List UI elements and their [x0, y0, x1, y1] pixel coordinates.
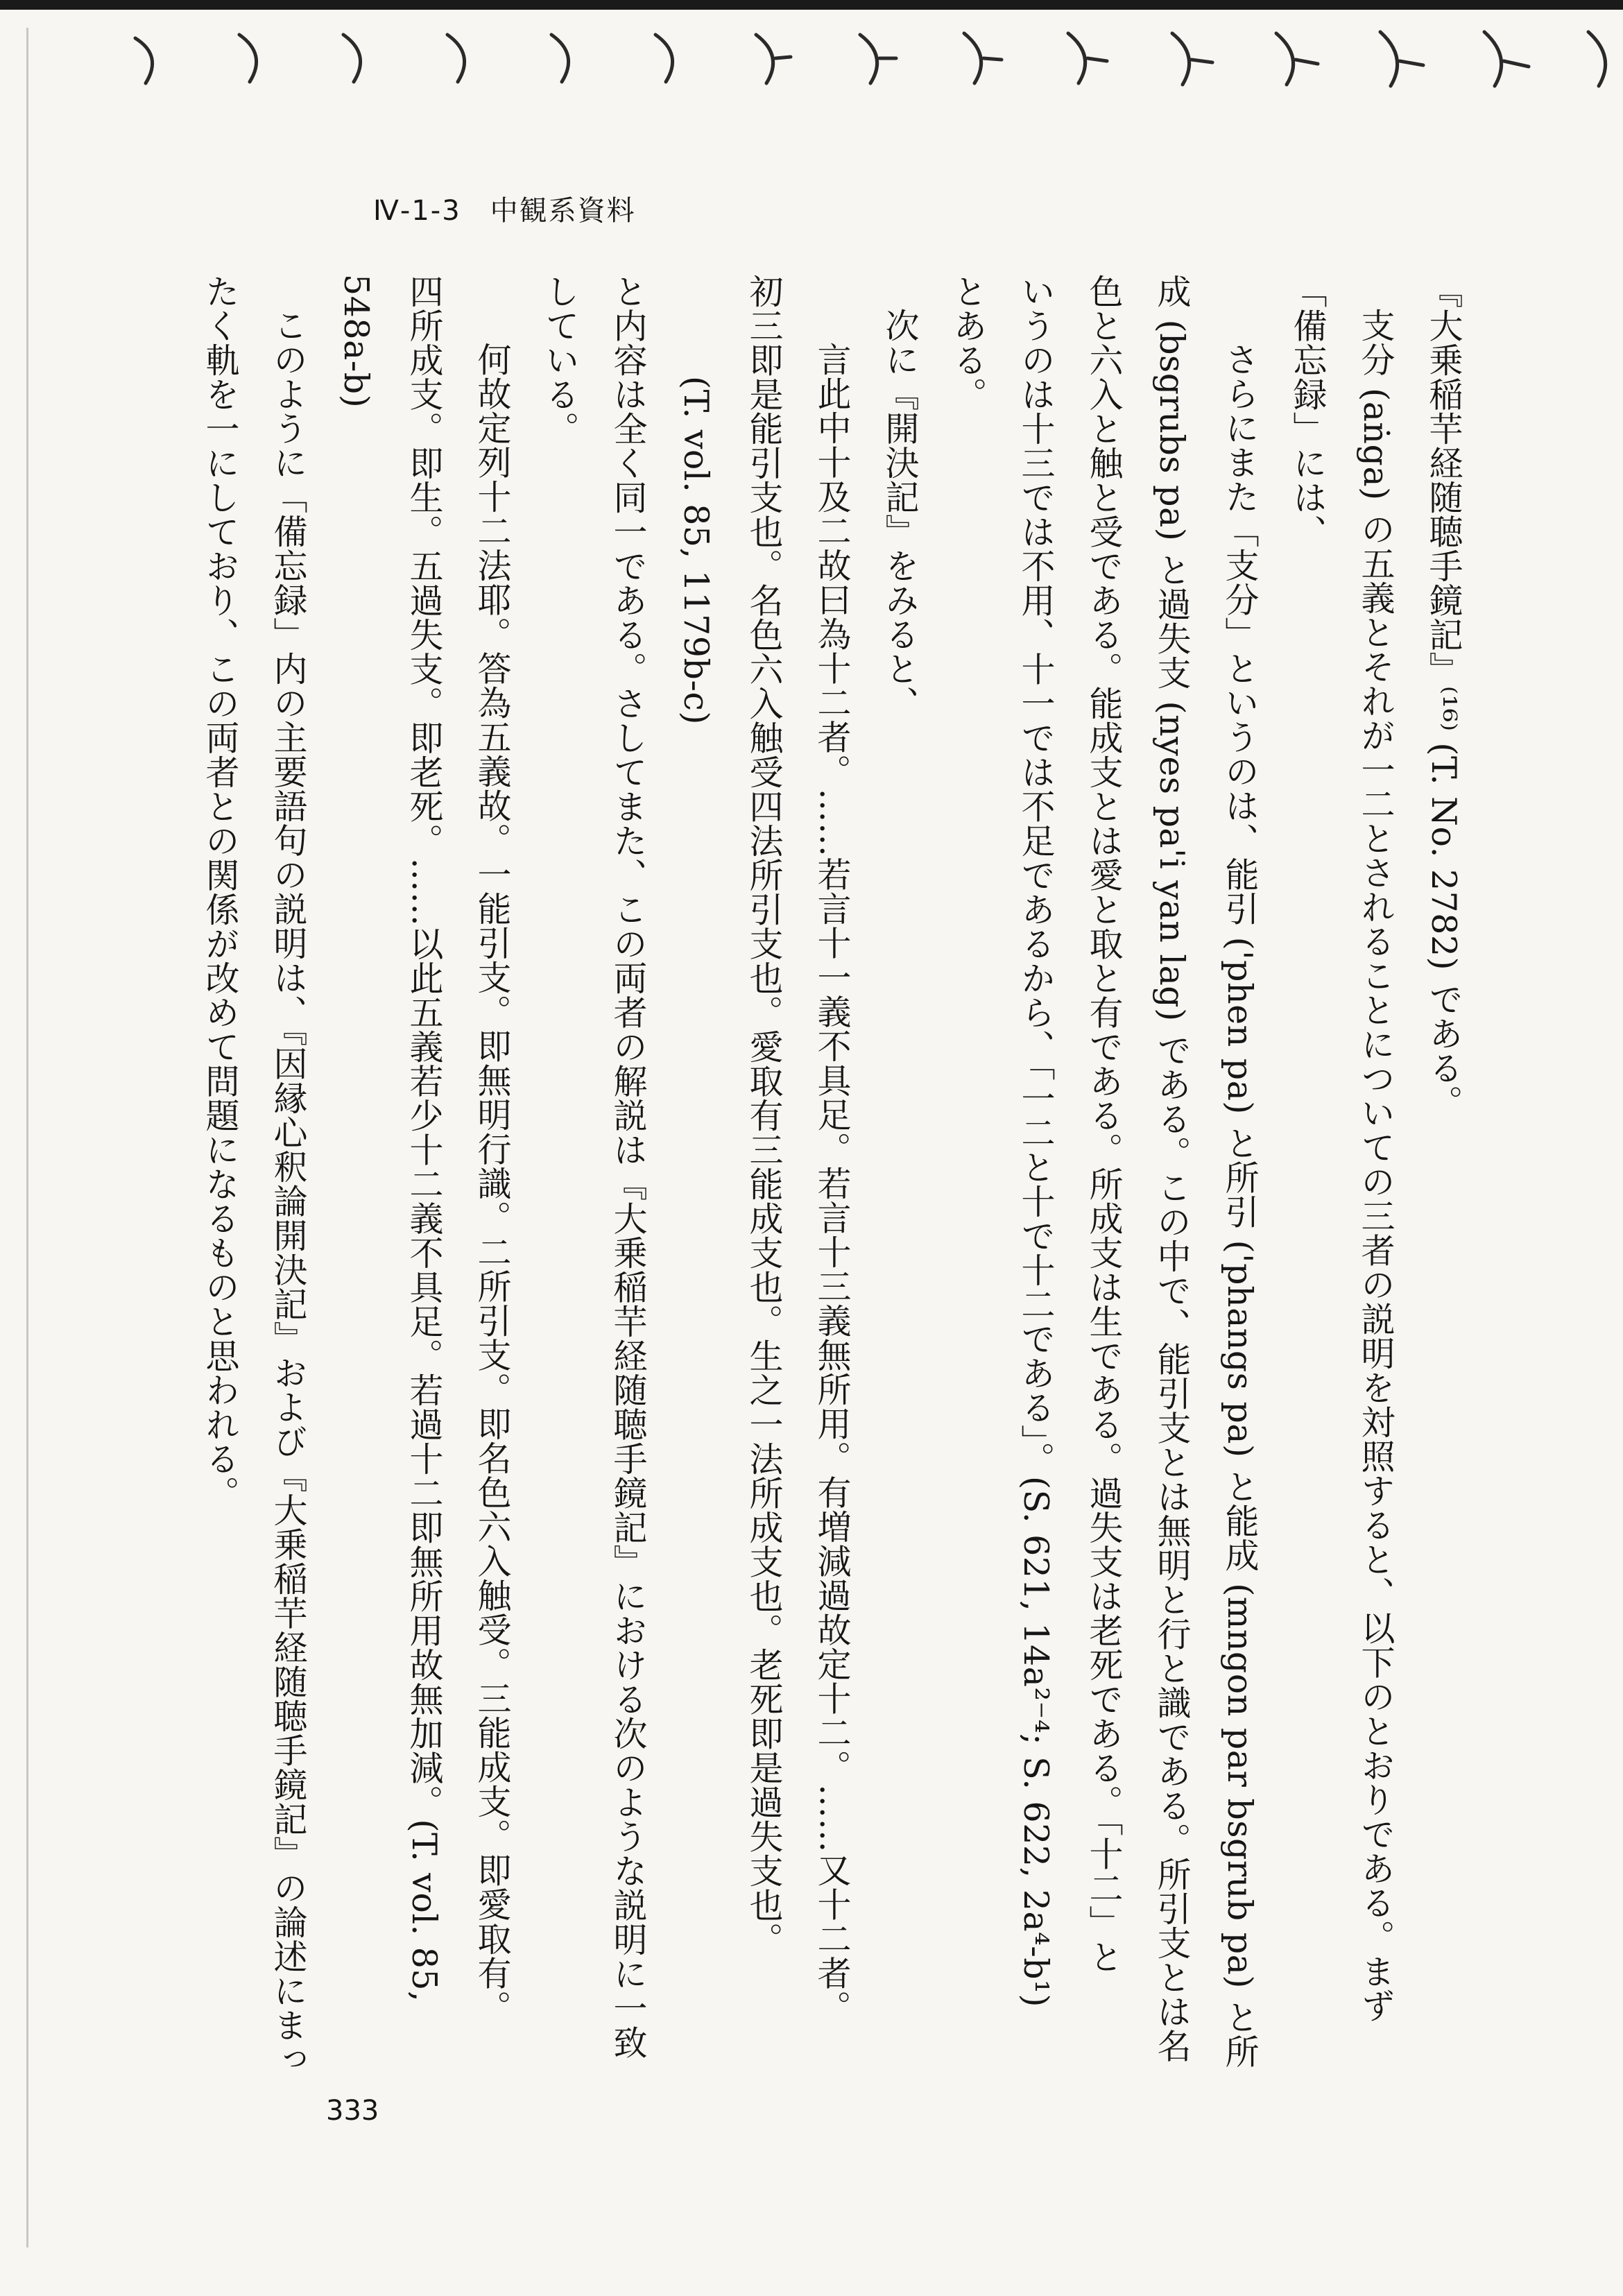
text-line: 「備忘録」には、 — [1288, 274, 1328, 549]
text-line: 支分 (aṅga) の五義とそれが一二とされることについての三者の説明を対照すると、以下のとおりである。まず — [1356, 308, 1396, 2023]
running-header: Ⅳ-1-3 中観系資料 — [373, 195, 636, 227]
text-line: たく軌を一にしており、この両者との関係が改めて問題になるものと思われる。 — [200, 274, 240, 1510]
citation-line: (T. vol. 85, 1179b-c) — [676, 376, 716, 725]
text-line: している。 — [540, 274, 580, 446]
quoted-line: さらにまた「支分」というのは、能引 ('phen pa) と所引 ('phangs pa) と能成 (mngon par bsgrub pa) と所 — [1220, 342, 1260, 2069]
citation-line: 548a-b) — [336, 274, 376, 409]
quoted-line: 言此中十及二故曰為十二者。……若言十一義不具足。若言十三義無所用。有増減過故定十二。……又十二者。 — [812, 342, 852, 2025]
text-line: 次に『開決記』をみると、 — [880, 308, 920, 720]
text-line: とある。 — [948, 274, 988, 411]
text-line: と内容は全く同一である。さしてまた、この両者の解説は『大乗稲芉経随聴手鏡記』における次のような説明に一致 — [608, 274, 648, 2059]
text-line: このように「備忘録」内の主要語句の説明は、『因縁心釈論開決記』および『大乗稲芉経随聴手鏡記』の論述にまっ — [268, 308, 308, 2077]
page-number: 333 — [326, 2095, 379, 2127]
quoted-line: 色と六入と触と受である。能成支とは愛と取と有である。所成支は生である。過失支は老死である。「十二」と — [1084, 274, 1124, 1974]
scan-left-edge — [26, 28, 28, 2247]
text-line: 『大乗稲芉経随聴手鏡記』⁽¹⁶⁾ (T. No. 2782) である。 — [1424, 274, 1463, 1120]
quoted-line: 成 (bsgrubs pa) と過失支 (nyes pa'i yan lag) である。この中で、能引支とは無明と行と識である。所引支とは名 — [1152, 274, 1192, 2063]
quoted-line: いうのは十三では不用、十一では不足であるから、「一二と十で十二である」。(S. 621, 14a²⁻⁴; S. 622, 2a⁴-b¹) — [1016, 274, 1056, 2007]
quoted-line: 四所成支。即生。五過失支。即老死。……以此五義若少十二義不具足。若過十二即無所用故無加減。(T. vol. 85, — [404, 274, 444, 2003]
quoted-line: 初三即是能引支也。名色六入触受四法所引支也。愛取有三能成支也。生之一法所成支也。老死即是過失支也。 — [744, 274, 784, 1957]
ring-binding-marks — [0, 0, 1623, 118]
page-body — [200, 274, 1477, 2258]
quoted-line: 何故定列十二法耶。答為五義故。一能引支。即無明行識。二所引支。即名色六入触受。三能成支。即愛取有。 — [472, 342, 512, 2025]
